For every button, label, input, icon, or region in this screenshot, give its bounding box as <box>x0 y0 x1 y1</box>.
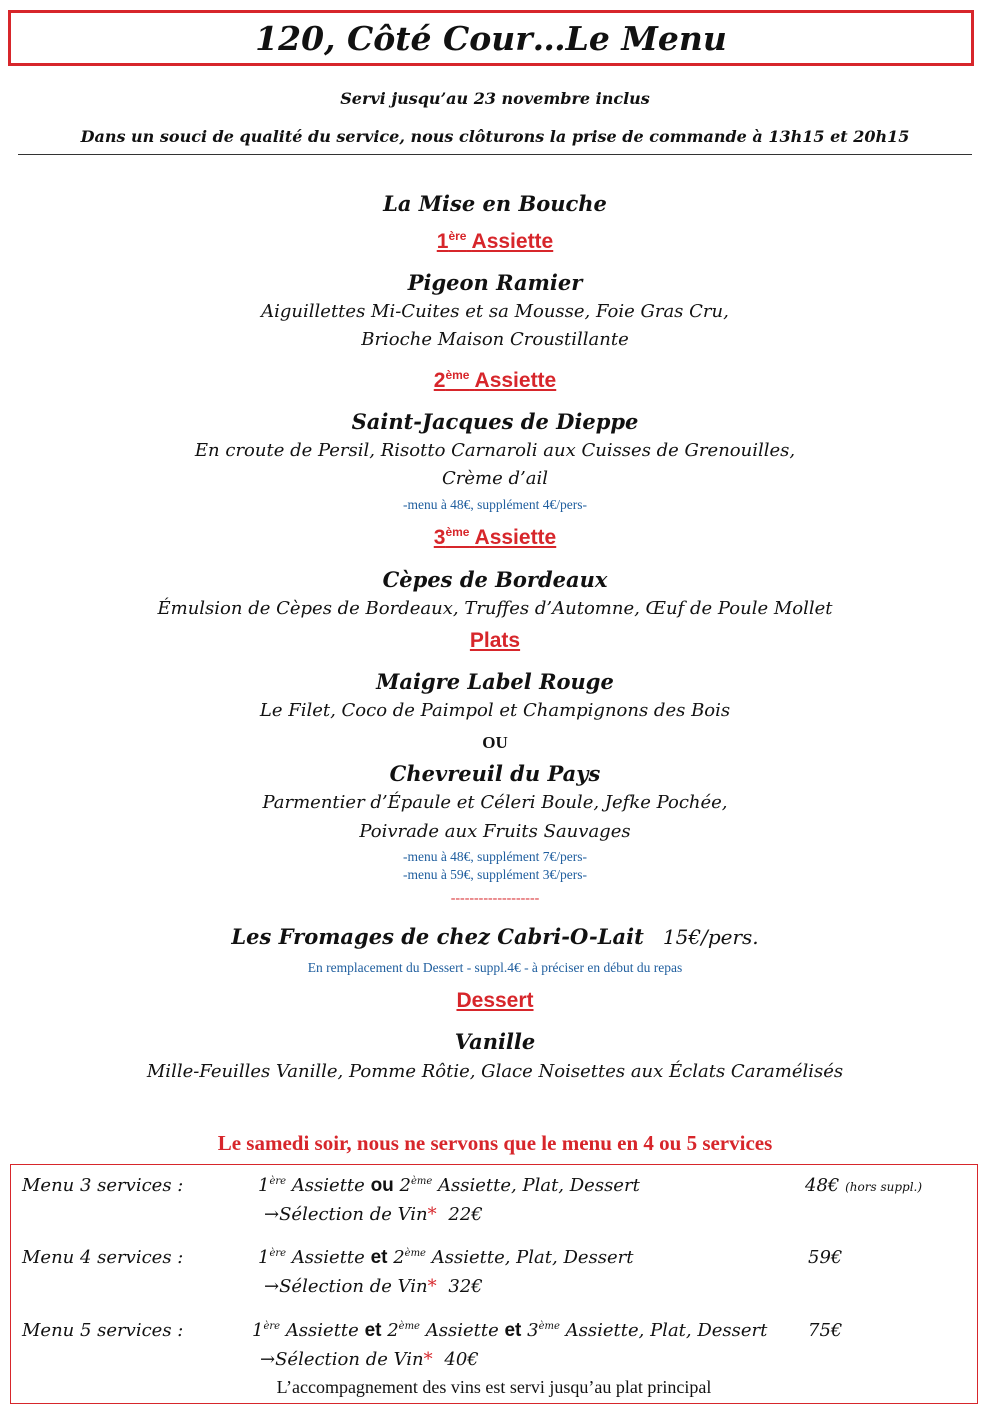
menu3-price-note: (hors suppl.) <box>845 1180 923 1194</box>
course2-num: 2 <box>433 369 446 392</box>
order-notice: Dans un souci de qualité du service, nous clôturons la prise de commande à 13h15 et 20h15 <box>80 127 910 146</box>
plats-dish1: Maigre Label Rouge <box>376 669 614 694</box>
menu5-p2: Assiette <box>425 1320 499 1341</box>
menu4-p2: Assiette, Plat, Dessert <box>431 1247 634 1268</box>
cheese-name: Les Fromages de chez Cabri-O-Lait <box>231 924 644 949</box>
dessert-dish: Vanille <box>454 1029 536 1054</box>
menu4-label: Menu 4 services : <box>22 1247 184 1268</box>
course1-dish: Pigeon Ramier <box>407 270 583 295</box>
menu5-wine <box>260 1349 479 1370</box>
dessert-heading <box>0 989 990 1013</box>
menu5-p2-num: 2 <box>387 1320 399 1341</box>
menu5-p3-num: 3 <box>527 1320 539 1341</box>
menu5-p3: Assiette, Plat, Dessert <box>565 1320 768 1341</box>
title-box <box>8 10 974 66</box>
menu3-p1-sup: ère <box>269 1176 287 1187</box>
menu3-label: Menu 3 services : <box>22 1175 184 1196</box>
menu3-p2-sup: ème <box>410 1176 433 1187</box>
menu4-wine-price: 32€ <box>448 1276 483 1297</box>
plats-dish2: Chevreuil du Pays <box>389 761 601 786</box>
course2-desc2: Crème d’ail <box>442 468 548 489</box>
course1-sup: ère <box>448 229 467 243</box>
menu3-wine-star: * <box>427 1204 437 1225</box>
cheese-line <box>0 924 990 949</box>
menu4-wine <box>264 1276 483 1297</box>
menu4-p2-sup: ème <box>404 1248 426 1259</box>
course3-num: 3 <box>433 526 446 549</box>
course2-note: -menu à 48€, supplément 4€/pers- <box>402 497 588 512</box>
menu4-p1-num: 1 <box>258 1247 270 1268</box>
menu4-composition <box>258 1247 634 1269</box>
menu3-wine-label: →Sélection de Vin <box>264 1204 428 1225</box>
plats-dish1-desc: Le Filet, Coco de Paimpol et Champignons des Bois <box>259 700 731 721</box>
plats-heading <box>0 629 990 653</box>
menu5-composition <box>252 1320 767 1342</box>
menu3-price-line <box>805 1175 922 1196</box>
plats-note2: -menu à 59€, supplément 3€/pers- <box>402 867 588 882</box>
menu5-p2-sup: ème <box>398 1321 420 1332</box>
menu3-wine-price: 22€ <box>448 1204 483 1225</box>
course1-heading <box>0 229 990 254</box>
course2-sup: ème <box>445 368 470 382</box>
plats-separator: ------------------- <box>450 891 540 906</box>
course3-label: Assiette <box>474 526 557 549</box>
menu3-p2: Assiette, Plat, Dessert <box>438 1175 640 1196</box>
menu3-p2-num: 2 <box>399 1175 411 1196</box>
menu4-p1-sup: ère <box>269 1248 287 1259</box>
plats-or: OU <box>482 733 508 752</box>
course1-num: 1 <box>436 230 449 253</box>
menu5-p1: Assiette <box>285 1320 359 1341</box>
menu3-price: 48€ <box>805 1175 840 1196</box>
menu3-p1: Assiette <box>291 1175 365 1196</box>
menu5-p1-num: 1 <box>252 1320 264 1341</box>
course3-sup: ème <box>445 525 470 539</box>
menu3-wine <box>264 1204 483 1225</box>
course2-heading <box>0 368 990 393</box>
saturday-notice: Le samedi soir, nous ne servons que le menu en 4 ou 5 services <box>217 1131 773 1155</box>
course1-desc2: Brioche Maison Croustillante <box>361 329 629 350</box>
plats-label: Plats <box>469 629 521 652</box>
menu5-p3-sup: ème <box>538 1321 560 1332</box>
menu4-price: 59€ <box>808 1247 843 1268</box>
course2-desc1: En croute de Persil, Risotto Carnaroli aux Cuisses de Grenouilles, <box>194 440 796 461</box>
course3-dish: Cèpes de Bordeaux <box>382 567 608 592</box>
amuse-title: La Mise en Bouche <box>383 191 607 216</box>
course1-label: Assiette <box>471 230 554 253</box>
cheese-price: 15€/pers. <box>662 925 759 949</box>
course2-label: Assiette <box>474 369 557 392</box>
course3-heading <box>0 525 990 550</box>
header-divider <box>18 154 972 155</box>
menus-box <box>10 1164 978 1404</box>
menu4-wine-label: →Sélection de Vin <box>264 1276 428 1297</box>
menu5-join1: et <box>364 1320 382 1341</box>
menu5-wine-star: * <box>423 1349 433 1370</box>
menu4-wine-star: * <box>427 1276 437 1297</box>
course1-desc1: Aiguillettes Mi-Cuites et sa Mousse, Foie Gras Cru, <box>261 301 729 322</box>
menu3-p1-num: 1 <box>258 1175 270 1196</box>
cheese-note: En remplacement du Dessert - suppl.4€ - à préciser en début du repas <box>307 960 683 975</box>
menu4-join1: et <box>370 1247 388 1268</box>
dessert-desc: Mille-Feuilles Vanille, Pomme Rôtie, Glace Noisettes aux Éclats Caramélisés <box>146 1061 844 1082</box>
dessert-label: Dessert <box>456 989 534 1012</box>
menu5-wine-price: 40€ <box>444 1349 479 1370</box>
menu5-price: 75€ <box>808 1320 843 1341</box>
menu3-composition <box>258 1175 640 1197</box>
course3-desc1: Émulsion de Cèpes de Bordeaux, Truffes d’Automne, Œuf de Poule Mollet <box>157 598 833 619</box>
course2-dish: Saint-Jacques de Dieppe <box>351 409 639 434</box>
plats-dish2-desc1: Parmentier d’Épaule et Céleri Boule, Jefke Pochée, <box>262 792 728 813</box>
menu5-p1-sup: ère <box>263 1321 281 1332</box>
page-title: 120, Côté Cour…Le Menu <box>255 18 727 58</box>
menu3-join1: ou <box>370 1175 394 1196</box>
menu5-label: Menu 5 services : <box>22 1320 184 1341</box>
served-until: Servi jusqu’au 23 novembre inclus <box>340 89 650 108</box>
plats-note1: -menu à 48€, supplément 7€/pers- <box>402 849 588 864</box>
plats-dish2-desc2: Poivrade aux Fruits Sauvages <box>359 821 631 842</box>
menu5-join2: et <box>504 1320 522 1341</box>
wine-footer: L’accompagnement des vins est servi jusqu’au plat principal <box>276 1377 712 1397</box>
menu4-p1: Assiette <box>291 1247 365 1268</box>
menu5-wine-label: →Sélection de Vin <box>260 1349 424 1370</box>
menu4-p2-num: 2 <box>393 1247 405 1268</box>
